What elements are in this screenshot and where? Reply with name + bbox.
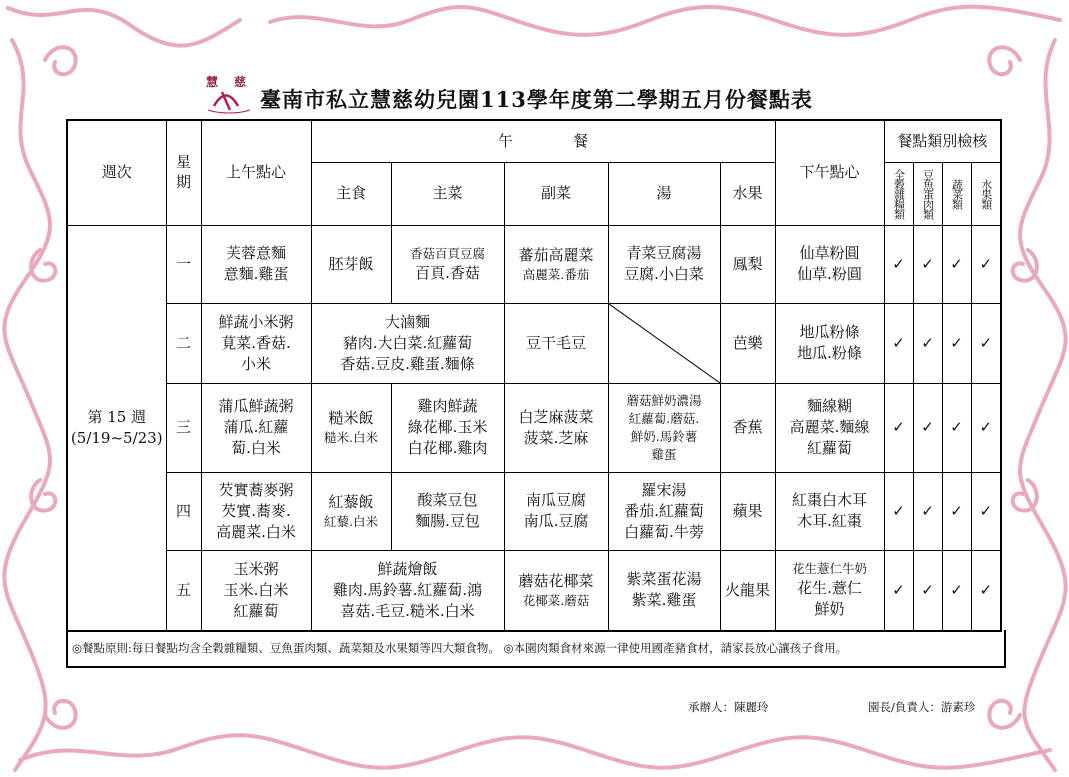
check-veg-header: 蔬菜類 — [942, 162, 971, 225]
meal-table — [66, 119, 1002, 632]
check-mark: ✓ — [971, 383, 1001, 472]
am-snack-cell: 蒲瓜鮮蔬粥 蒲瓜.紅蘿 蔔.白米 — [201, 383, 311, 472]
table-row — [67, 383, 1001, 472]
check-mark: ✓ — [884, 472, 913, 550]
pm-snack-header: 下午點心 — [775, 120, 884, 225]
am-snack-cell: 芙蓉意麵 意麵.雞蛋 — [201, 225, 311, 303]
director-signature: 園長/負責人：游素珍 — [868, 700, 976, 714]
side-dish-cell: 蕃茄高麗菜 高麗菜.番茄 — [504, 225, 608, 303]
header — [200, 76, 860, 116]
check-protein-header: 豆魚蛋肉類 — [913, 162, 942, 225]
check-mark: ✓ — [913, 303, 942, 383]
table-row — [67, 225, 1001, 303]
meal-principle-note: ◎餐點原則:每日餐點均含全穀雜糧類、豆魚蛋肉類、蔬菜類及水果類等四大類食物。 ◎本園肉類食材來源一律使用國產豬食材，請家長放心讓孩子食用。 — [66, 630, 1006, 668]
check-mark: ✓ — [942, 550, 971, 631]
check-fruit-header: 水果類 — [971, 162, 1001, 225]
fruit-cell: 蘋果 — [720, 472, 775, 550]
week-header: 週次 — [67, 120, 166, 225]
day-cell: 五 — [166, 550, 201, 631]
organizer-signature: 承辦人：陳麗玲 — [688, 700, 769, 714]
check-grain-header: 全穀雜糧類 — [884, 162, 913, 225]
day-cell: 四 — [166, 472, 201, 550]
side-dish-cell: 蘑菇花椰菜 花椰菜.蘑菇 — [504, 550, 608, 631]
check-mark: ✓ — [884, 225, 913, 303]
table-row — [67, 303, 1001, 383]
header-row-1 — [67, 120, 1001, 162]
fruit-header: 水果 — [720, 162, 775, 225]
fruit-cell: 火龍果 — [720, 550, 775, 631]
side-dish-cell: 南瓜豆腐 南瓜.豆腐 — [504, 472, 608, 550]
school-logo — [200, 72, 258, 116]
main-dish-cell: 酸菜豆包 麵腸.豆包 — [391, 472, 504, 550]
side-dish-header: 副菜 — [504, 162, 608, 225]
check-mark: ✓ — [913, 472, 942, 550]
check-mark: ✓ — [971, 472, 1001, 550]
svg-text:慧: 慧 — [206, 75, 219, 89]
fruit-cell: 芭樂 — [720, 303, 775, 383]
svg-text:慈: 慈 — [234, 75, 247, 89]
side-dish-cell: 豆干毛豆 — [504, 303, 608, 383]
day-cell: 三 — [166, 383, 201, 472]
check-mark: ✓ — [884, 383, 913, 472]
week-cell: 第 15 週 (5/19~5/23) — [67, 225, 166, 631]
fruit-cell: 香蕉 — [720, 383, 775, 472]
pm-snack-cell: 麵線糊 高麗菜.麵線 紅蘿蔔 — [775, 383, 884, 472]
pm-snack-cell: 花生薏仁牛奶 花生.薏仁 鮮奶 — [775, 550, 884, 631]
am-snack-cell: 鮮蔬小米粥 莧菜.香菇. 小米 — [201, 303, 311, 383]
check-mark: ✓ — [913, 550, 942, 631]
staple-header: 主食 — [311, 162, 391, 225]
check-mark: ✓ — [942, 303, 971, 383]
check-mark: ✓ — [971, 225, 1001, 303]
soup-cell: 青菜豆腐湯 豆腐.小白菜 — [608, 225, 720, 303]
day-header: 星期 — [166, 120, 201, 225]
combined-dish-cell: 大滷麵 豬肉.大白菜.紅蘿蔔 香菇.豆皮.雞蛋.麵條 — [311, 303, 504, 383]
pm-snack-cell: 紅棗白木耳 木耳.紅棗 — [775, 472, 884, 550]
pm-snack-cell: 仙草粉圓 仙草.粉圓 — [775, 225, 884, 303]
check-mark: ✓ — [913, 383, 942, 472]
check-mark: ✓ — [942, 225, 971, 303]
main-dish-cell: 香菇百頁豆腐 百頁.香菇 — [391, 225, 504, 303]
side-dish-cell: 白芝麻菠菜 菠菜.芝麻 — [504, 383, 608, 472]
soup-cell: 蘑菇鮮奶濃湯 紅蘿蔔.蘑菇. 鮮奶.馬鈴薯 雞蛋 — [608, 383, 720, 472]
check-header: 餐點類別檢核 — [884, 120, 1001, 162]
combined-dish-cell: 鮮蔬燴飯 雞肉.馬鈴薯.紅蘿蔔.鴻 喜菇.毛豆.糙米.白米 — [311, 550, 504, 631]
check-mark: ✓ — [913, 225, 942, 303]
day-cell: 一 — [166, 225, 201, 303]
page-title: 臺南市私立慧慈幼兒園113學年度第二學期五月份餐點表 — [260, 87, 813, 112]
staple-cell: 糙米飯 糙米.白米 — [311, 383, 391, 472]
staple-cell: 胚芽飯 — [311, 225, 391, 303]
am-snack-cell: 玉米粥 玉米.白米 紅蘿蔔 — [201, 550, 311, 631]
check-mark: ✓ — [971, 303, 1001, 383]
empty-soup-cell — [608, 303, 720, 383]
staple-cell: 紅藜飯 紅藜.白米 — [311, 472, 391, 550]
check-mark: ✓ — [942, 472, 971, 550]
table-row — [67, 472, 1001, 550]
check-mark: ✓ — [942, 383, 971, 472]
check-mark: ✓ — [971, 550, 1001, 631]
check-mark: ✓ — [884, 303, 913, 383]
main-dish-header: 主菜 — [391, 162, 504, 225]
am-snack-header: 上午點心 — [201, 120, 311, 225]
day-cell: 二 — [166, 303, 201, 383]
am-snack-cell: 芡實蕎麥粥 芡實.蕎麥. 高麗菜.白米 — [201, 472, 311, 550]
lunch-header: 午 餐 — [311, 120, 775, 162]
soup-cell: 羅宋湯 番茄.紅蘿蔔 白蘿蔔.牛蒡 — [608, 472, 720, 550]
soup-cell: 紫菜蛋花湯 紫菜.雞蛋 — [608, 550, 720, 631]
check-mark: ✓ — [884, 550, 913, 631]
table-row — [67, 550, 1001, 631]
main-dish-cell: 雞肉鮮蔬 綠花椰.玉米 白花椰.雞肉 — [391, 383, 504, 472]
pm-snack-cell: 地瓜粉條 地瓜.粉條 — [775, 303, 884, 383]
soup-header: 湯 — [608, 162, 720, 225]
fruit-cell: 鳳梨 — [720, 225, 775, 303]
